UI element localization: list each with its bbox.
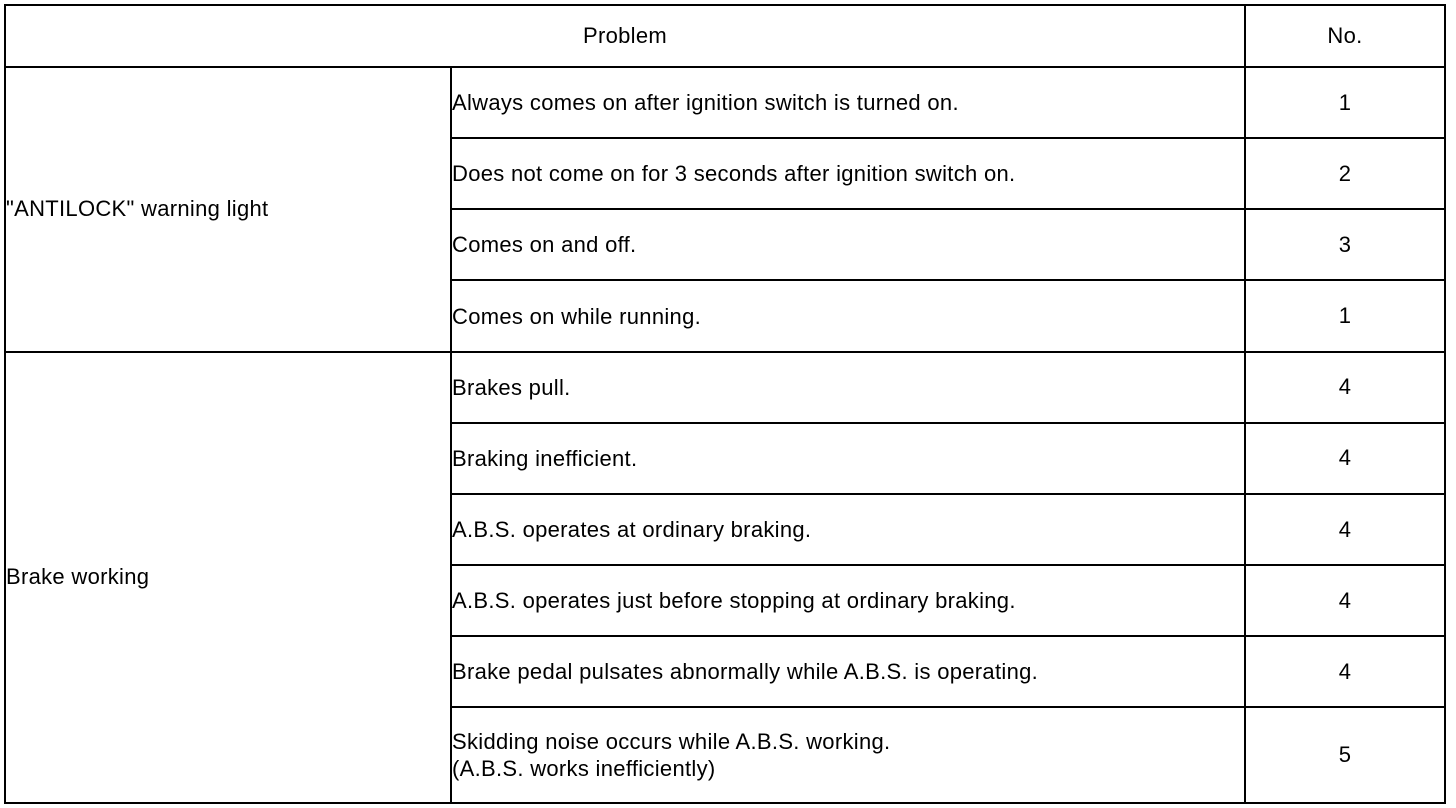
symptom-text: Always comes on after ignition switch is turned on. <box>452 90 959 116</box>
symptom-cell <box>451 707 1245 803</box>
symptom-text: Does not come on for 3 seconds after ignition switch on. <box>452 161 1016 187</box>
symptom-cell <box>451 423 1245 494</box>
symptom-text: Comes on while running. <box>452 303 702 329</box>
category-antilock-warning-light: "ANTILOCK" warning light <box>5 67 451 352</box>
header-problem: Problem <box>5 5 1245 67</box>
number-cell: 4 <box>1245 352 1445 423</box>
table-body <box>5 67 1445 803</box>
symptom-cell <box>451 494 1245 565</box>
number-cell: 3 <box>1245 209 1445 280</box>
number-cell: 4 <box>1245 565 1445 636</box>
symptom-cell <box>451 636 1245 707</box>
number-cell: 4 <box>1245 423 1445 494</box>
symptom-cell <box>451 138 1245 209</box>
header-no: No. <box>1245 5 1445 67</box>
symptom-text: A.B.S. operates just before stopping at ordinary braking. <box>452 588 1016 614</box>
symptom-cell <box>451 565 1245 636</box>
symptom-text-note: (A.B.S. works inefficiently) <box>452 756 716 782</box>
symptom-text: A.B.S. operates at ordinary braking. <box>452 517 812 543</box>
table-row <box>5 67 1445 138</box>
troubleshooting-sheet <box>4 4 1444 804</box>
symptom-text: Brakes pull. <box>452 374 571 400</box>
number-cell: 5 <box>1245 707 1445 803</box>
number-cell: 4 <box>1245 494 1445 565</box>
number-cell: 1 <box>1245 280 1445 351</box>
number-cell: 1 <box>1245 67 1445 138</box>
symptom-text: Skidding noise occurs while A.B.S. working. <box>452 729 891 755</box>
symptom-cell <box>451 209 1245 280</box>
symptom-text: Comes on and off. <box>452 232 637 258</box>
symptom-text: Braking inefficient. <box>452 445 638 471</box>
number-cell: 4 <box>1245 636 1445 707</box>
category-brake-working: Brake working <box>5 352 451 803</box>
symptom-cell <box>451 280 1245 351</box>
symptom-cell <box>451 67 1245 138</box>
table-row <box>5 352 1445 423</box>
symptom-cell <box>451 352 1245 423</box>
problem-table <box>4 4 1446 804</box>
symptom-text: Brake pedal pulsates abnormally while A.B.S. is operating. <box>452 659 1039 685</box>
number-cell: 2 <box>1245 138 1445 209</box>
